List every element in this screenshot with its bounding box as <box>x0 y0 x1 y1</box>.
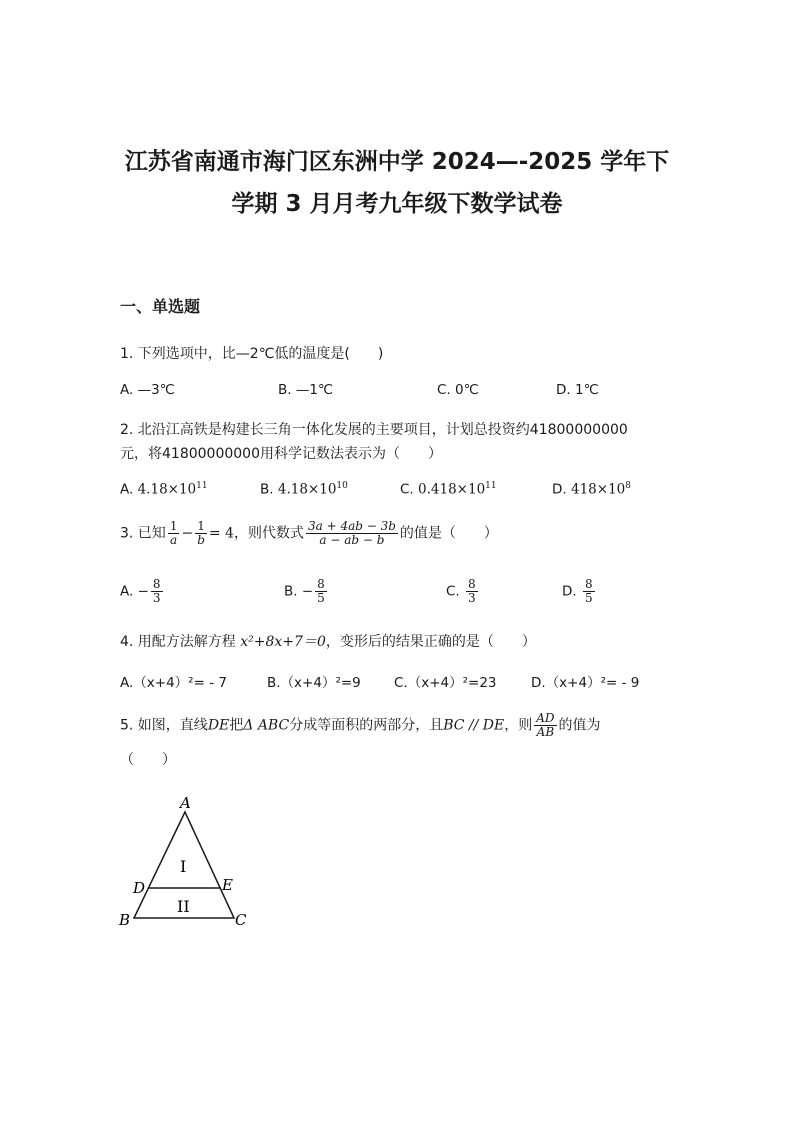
q4-option-d: D.（x+4）²= - 9 <box>531 675 640 691</box>
triangle-figure <box>110 790 260 935</box>
question-5-text-line2: （ ） <box>120 752 176 768</box>
q3-option-a: A. − $\frac{8}{3}$ <box>120 577 161 605</box>
q1-option-b: B. —1℃ <box>278 382 334 398</box>
document-title-line1: 江苏省南通市海门区东洲中学 2024—-2025 学年下 <box>124 149 670 175</box>
question-5-text: 5. 如图，直线DE把Δ ABC分成等面积的两部分，且BC // DE，则 $\frac{AD}{AB}$ 的值为 <box>120 711 601 739</box>
label-e: E <box>222 876 233 894</box>
q2-option-c: C. $0.418\times 10^{11}$ <box>400 481 497 498</box>
region-i-label: I <box>180 857 187 876</box>
question-2-text-line2: 元，将41800000000用科学记数法表示为（ ） <box>120 446 442 462</box>
q4-option-c: C.（x+4）²=23 <box>394 675 497 691</box>
q4-option-b: B.（x+4）²=9 <box>267 675 361 691</box>
q2-option-a: A. $4.18\times 10^{11}$ <box>120 481 208 498</box>
label-a: A <box>180 794 191 812</box>
label-b: B <box>119 911 131 929</box>
q3-option-b: B. − $\frac{8}{5}$ <box>284 577 325 605</box>
q3-fraction-1-over-b: $\frac{1}{b}$ <box>197 519 205 547</box>
label-c: C <box>235 911 247 929</box>
q3-algebraic-fraction: $\frac{3a + 4ab - 3b}{a - ab - b}$ <box>307 519 396 547</box>
section-heading: 一、单选题 <box>120 297 201 316</box>
q4-option-a: A.（x+4）²= - 7 <box>120 675 227 691</box>
q1-option-a: A. —3℃ <box>120 382 175 398</box>
document-title-line2: 学期 3 月月考九年级下数学试卷 <box>231 191 563 217</box>
q2-option-b: B. $4.18\times 10^{10}$ <box>260 481 348 498</box>
label-d: D <box>133 879 146 897</box>
q3-fraction-1-over-a: $\frac{1}{a}$ <box>169 519 178 547</box>
question-2-text-line1: 2. 北沿江高铁是构建长三角一体化发展的主要项目，计划总投资约41800000000 <box>120 422 628 438</box>
q2-option-d: D. $418\times 10^8$ <box>552 481 631 498</box>
q1-option-c: C. 0℃ <box>437 382 479 398</box>
q5-fraction-ad-over-ab: $\frac{AD}{AB}$ <box>536 711 555 739</box>
question-1-text: 1. 下列选项中，比—2℃低的温度是( ) <box>120 346 384 362</box>
q1-option-d: D. 1℃ <box>556 382 599 398</box>
question-4-text: 4. 用配方法解方程 x²+8x+7＝0，变形后的结果正确的是（ ） <box>120 634 536 650</box>
region-ii-label: II <box>177 897 190 916</box>
q3-option-d: D. $\frac{8}{5}$ <box>562 577 593 605</box>
question-3-text: 3. 已知 $\frac{1}{a}$ − $\frac{1}{b}$ = 4，则代数式 $\frac{3a + 4ab - 3b}{a - ab - b}$ 的值是（ ） <box>120 519 498 547</box>
q3-option-c: C. $\frac{8}{3}$ <box>446 577 476 605</box>
